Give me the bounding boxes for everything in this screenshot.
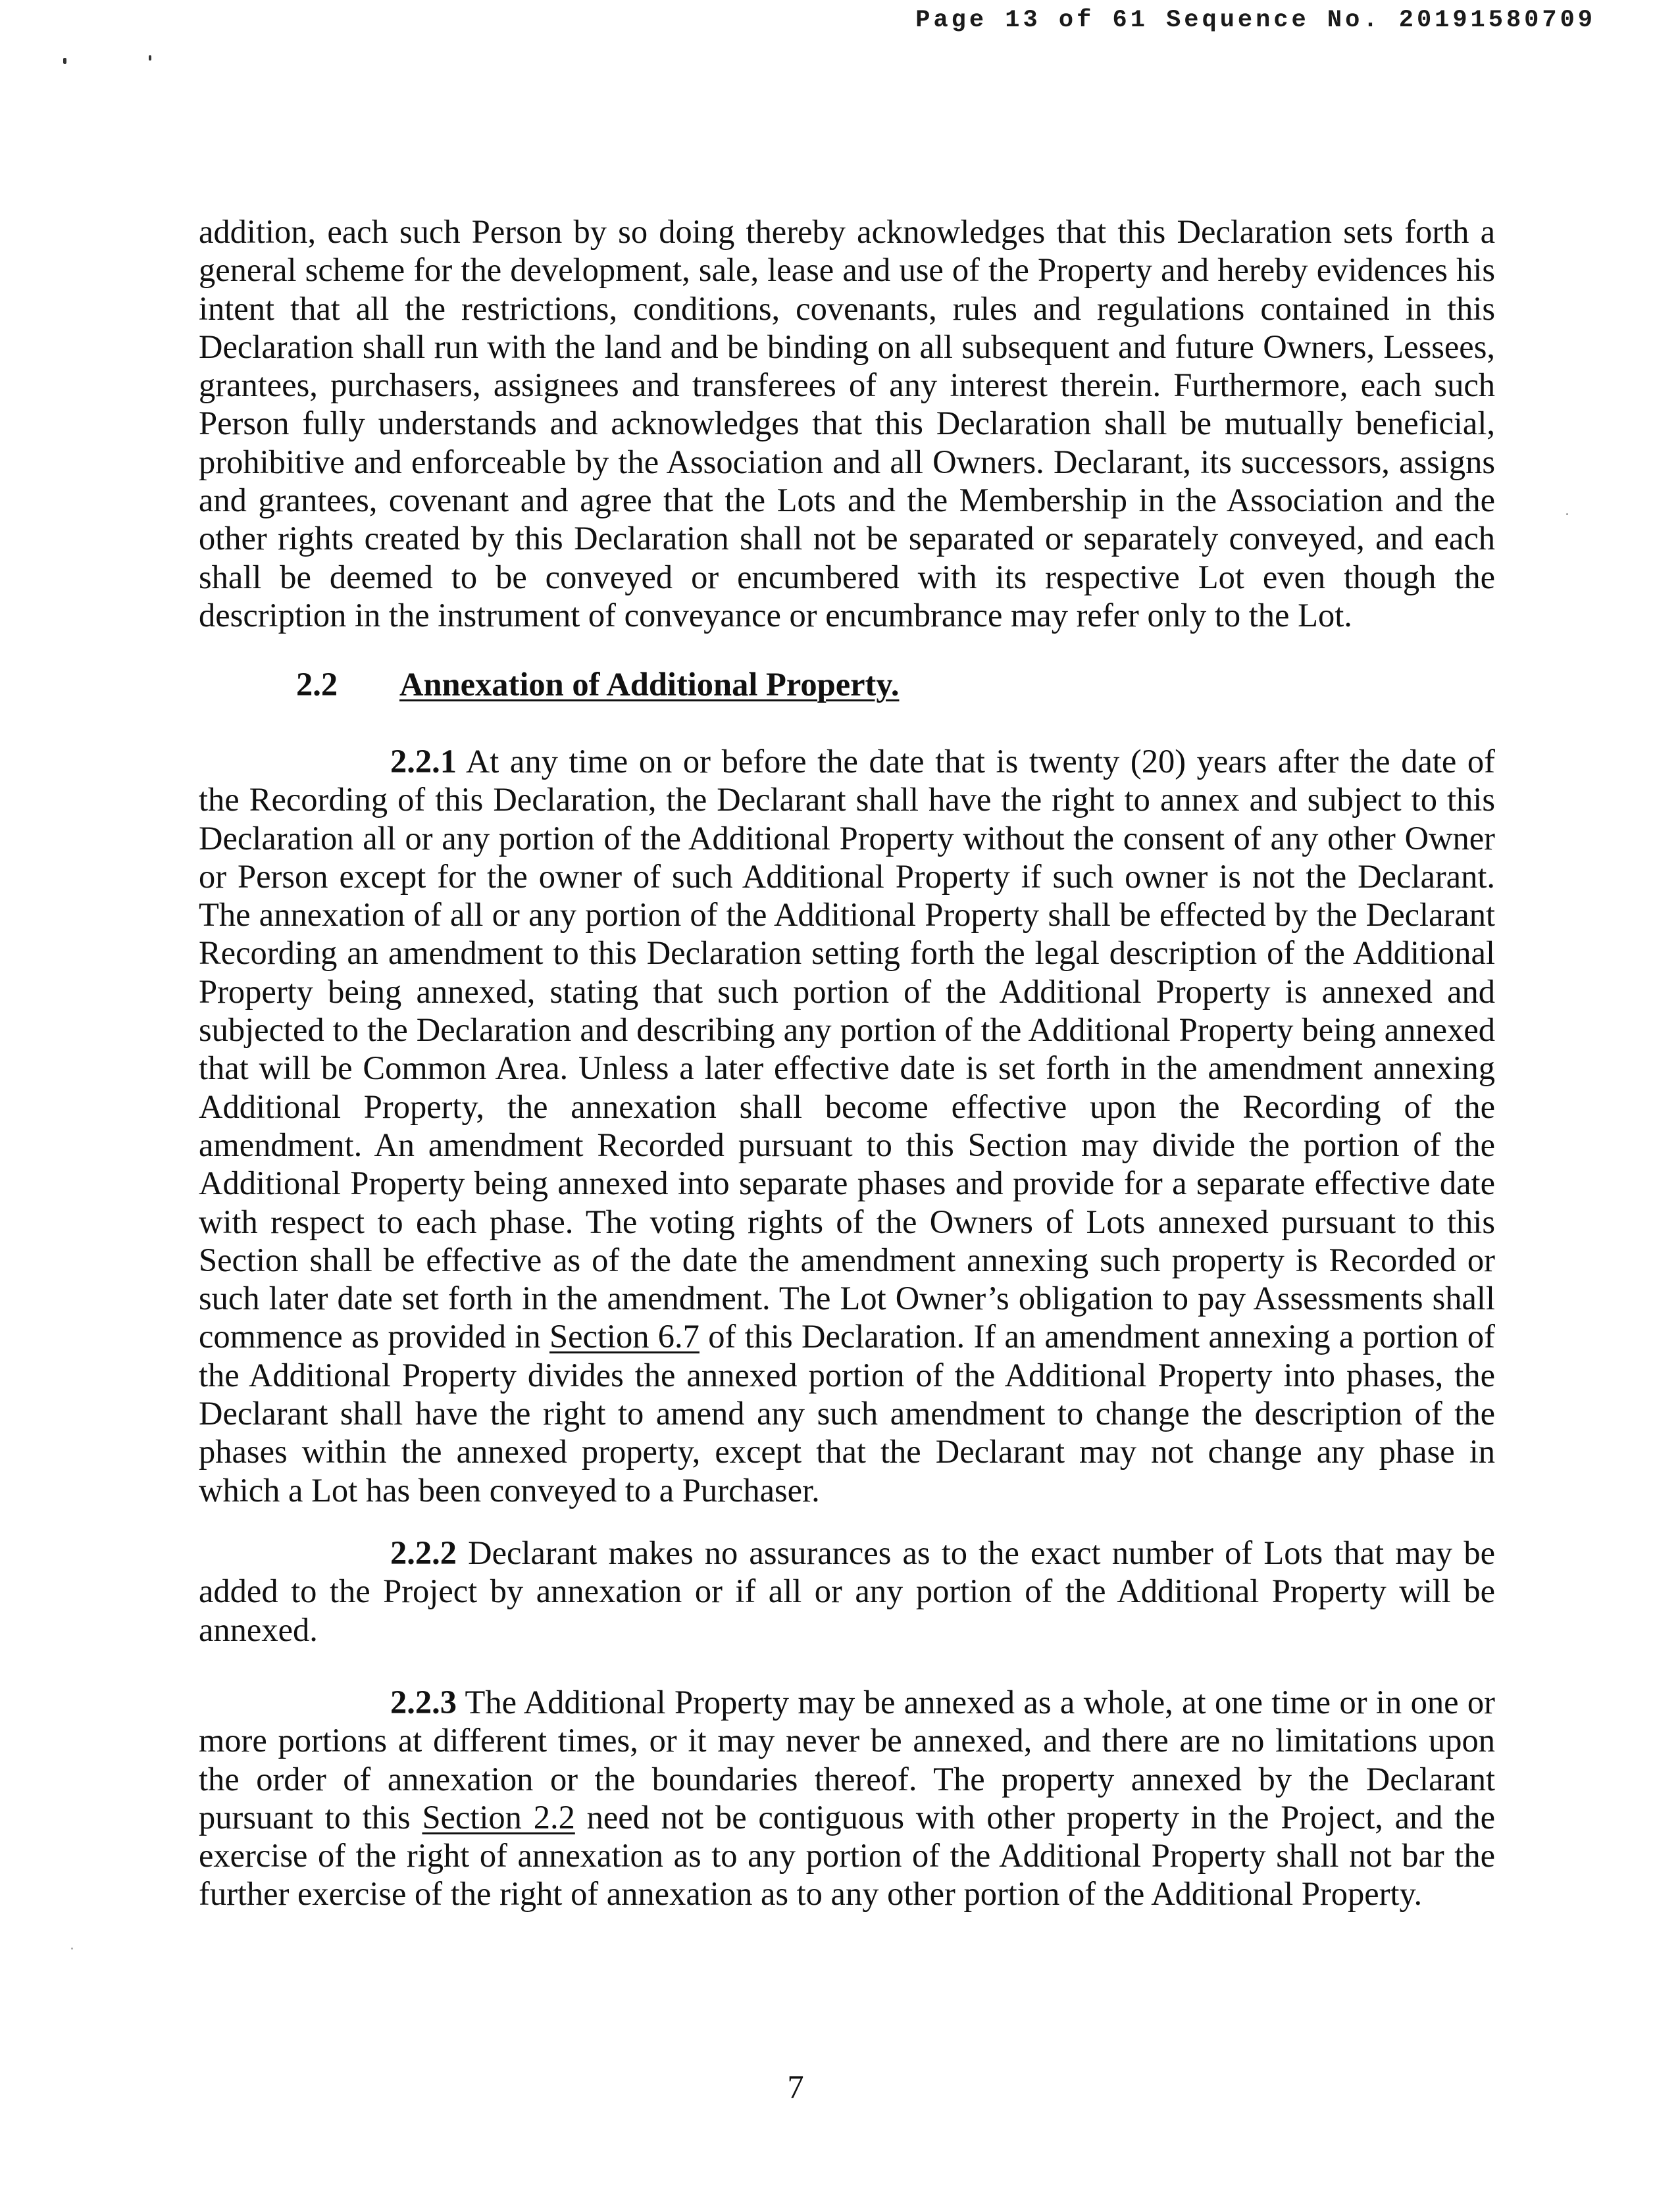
scan-artifact (71, 1948, 73, 1950)
page-sequence-header: Page 13 of 61 Sequence No. 20191580709 (915, 7, 1596, 34)
subsection-number: 2.2.3 (390, 1684, 457, 1721)
subsection-text: need not be contiguous with other property in the Project, and the exercise of the right of annexation as to any portion of the Additional Property shall not bar the further exercise of the right of annexation as to any other portion of the Additional Property. (199, 1798, 1495, 1913)
section-reference: Section 6.7 (549, 1318, 700, 1355)
subsection-text: Declarant makes no assurances as to the exact number of Lots that may be added to the Project by annexation or if all or any portion of the Additional Property will be annexed. (199, 1534, 1495, 1648)
subsection-text: of this Declaration. If an amendment annexing a portion of the Additional Property divides the annexed portion of the Additional Property into phases, the Declarant shall have the right to amend any such amendment to change the description of the phases within the annexed property, except that the Declarant may not change any phase in which a Lot has been conveyed to a Purchaser. (199, 1318, 1495, 1509)
subsection-number: 2.2.1 (390, 743, 457, 780)
intro-paragraph: addition, each such Person by so doing thereby acknowledges that this Declaration sets forth a general scheme for the development, sale, lease and use of the Property and hereby evidences his intent that all the restrictions, conditions, covenants, rules and regulations contained in this Declaration shall run with the land and be binding on all subsequent and future Owners, Lessees, grantees, purchasers, assignees and transferees of any interest therein. Furthermore, each such Person fully understands and acknowledges that this Declaration shall be mutually beneficial, prohibitive and enforceable by the Association and all Owners. Declarant, its successors, assigns and grantees, covenant and agree that the Lots and the Membership in the Association and the other rights created by this Declaration shall not be separated or separately conveyed, and each shall be deemed to be conveyed or encumbered with its respective Lot even though the description in the instrument of conveyance or encumbrance may refer only to the Lot. (199, 213, 1495, 634)
subsection-text: At any time on or before the date that is twenty (20) years after the date of the Recording of this Declaration, the Declarant shall have the right to annex and subject to this Declaration all or any portion of the Additional Property without the consent of any other Owner or Person except for the owner of such Additional Property if such owner is not the Declarant. The annexation of all or any portion of the Additional Property shall be effected by the Declarant Recording an amendment to this Declaration setting forth the legal description of the Additional Property being annexed, stating that such portion of the Additional Property is annexed and subjected to the Declaration and describing any portion of the Additional Property being annexed that will be Common Area. Unless a later effective date is set forth in the amendment annexing Additional Property, the annexation shall become effective upon the Recording of the amendment. An amendment Recorded pursuant to this Section may divide the portion of the Additional Property being annexed into separate phases and provide for a separate effective date with respect to each phase. The voting rights of the Owners of Lots annexed pursuant to this Section shall be effective as of the date the amendment annexing such property is Recorded or such later date set forth in the amendment. The Lot Owner’s obligation to pay Assessments shall commence as provided in (199, 743, 1495, 1355)
scan-artifact (149, 55, 151, 61)
section-title: Annexation of Additional Property. (399, 666, 900, 703)
subsection-2-2-2 (199, 1534, 1495, 1649)
section-heading (296, 665, 899, 703)
subsection-2-2-1 (199, 742, 1495, 1509)
section-reference: Section 2.2 (422, 1798, 575, 1836)
scan-artifact (1566, 513, 1568, 515)
subsection-number: 2.2.2 (390, 1534, 457, 1571)
scan-artifact (63, 58, 66, 64)
section-number: 2.2 (296, 666, 338, 703)
subsection-2-2-3 (199, 1683, 1495, 1913)
page-number: 7 (787, 2069, 804, 2105)
subsection-text: The Additional Property may be annexed as a whole, at one time or in one or more portions at different times, or it may never be annexed, and there are no limitations upon the order of annexation or the boundaries thereof. The property annexed by the Declarant pursuant to this (199, 1684, 1495, 1836)
